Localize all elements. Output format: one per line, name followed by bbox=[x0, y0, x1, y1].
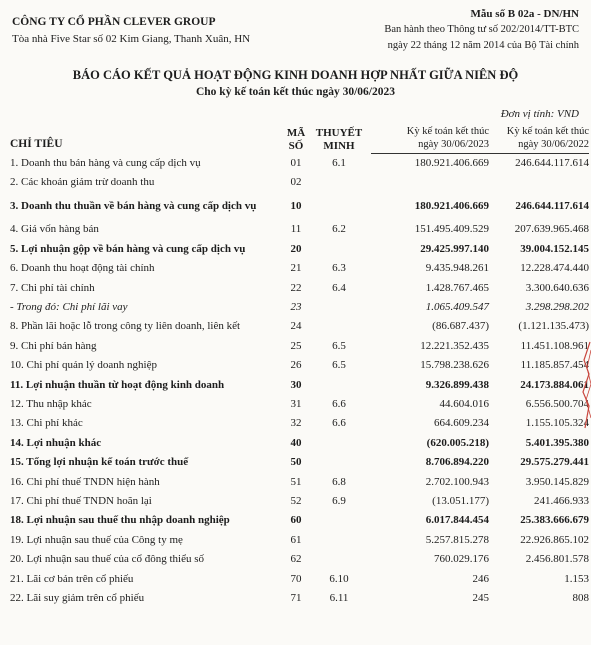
row-item-name: 16. Chi phí thuế TNDN hiện hành bbox=[10, 475, 160, 488]
row-item-name: 17. Chi phí thuế TNDN hoãn lại bbox=[10, 494, 152, 507]
table-row bbox=[10, 375, 589, 394]
row-item-name: 3. Doanh thu thuần về bán hàng và cung cấp dịch vụ bbox=[10, 199, 257, 212]
row-code: 52 bbox=[290, 494, 302, 507]
column-header-prior-period bbox=[489, 121, 589, 153]
table-row bbox=[10, 220, 589, 239]
row-prior-value: 6.556.500.704 bbox=[525, 397, 589, 410]
row-note: 6.1 bbox=[332, 156, 346, 169]
row-prior-value: 12.228.474.440 bbox=[520, 262, 589, 275]
row-item-name: 6. Doanh thu hoạt động tài chính bbox=[10, 262, 155, 275]
column-header-note-line-1: THUYẾT bbox=[315, 127, 363, 139]
table-row bbox=[10, 414, 589, 433]
row-note: 6.4 bbox=[332, 281, 346, 294]
table-row bbox=[10, 192, 589, 220]
form-header bbox=[384, 6, 579, 54]
row-current-value: 180.921.406.669 bbox=[414, 156, 489, 169]
row-prior-value: 1.155.105.324 bbox=[525, 417, 589, 430]
row-item-name: - Trong đó: Chi phí lãi vay bbox=[10, 301, 128, 314]
row-code: 62 bbox=[290, 553, 302, 566]
row-note: 6.8 bbox=[332, 475, 346, 488]
table-row bbox=[10, 278, 589, 297]
row-note: 6.9 bbox=[332, 494, 346, 507]
table-row bbox=[10, 549, 589, 568]
row-current-value: 8.706.894.220 bbox=[425, 456, 489, 469]
table-row bbox=[10, 172, 589, 191]
row-code: 26 bbox=[290, 359, 302, 372]
table-header-row bbox=[10, 121, 589, 153]
row-current-value: 44.604.016 bbox=[439, 397, 489, 410]
row-prior-value: 246.644.117.614 bbox=[515, 156, 589, 169]
row-code: 71 bbox=[290, 591, 302, 604]
row-code: 10 bbox=[290, 199, 302, 212]
company-name: CÔNG TY CỔ PHẦN CLEVER GROUP bbox=[12, 16, 216, 28]
row-note bbox=[307, 192, 371, 220]
row-prior-value: 39.004.152.145 bbox=[520, 242, 589, 255]
column-header-code bbox=[285, 121, 307, 153]
table-row bbox=[10, 491, 589, 510]
row-current-value bbox=[371, 172, 489, 191]
row-note bbox=[307, 433, 371, 452]
row-current-value: 15.798.238.626 bbox=[420, 359, 489, 372]
stamp-mark bbox=[583, 342, 590, 428]
form-code: Mẫu số B 02a - DN/HN bbox=[470, 8, 579, 20]
row-current-value: 9.435.948.261 bbox=[425, 262, 489, 275]
form-issued-line-2: ngày 22 tháng 12 năm 2014 của Bộ Tài chính bbox=[387, 40, 579, 51]
row-note: 6.11 bbox=[329, 591, 349, 604]
report-subtitle: Cho kỳ kế toán kết thúc ngày 30/06/2023 bbox=[195, 86, 396, 98]
row-item-name: 1. Doanh thu bán hàng và cung cấp dịch vụ bbox=[10, 156, 201, 169]
row-item-name: 21. Lãi cơ bản trên cổ phiếu bbox=[10, 572, 134, 585]
row-code: 60 bbox=[290, 514, 302, 527]
table-row bbox=[10, 588, 589, 607]
row-item-name: 15. Tổng lợi nhuận kế toán trước thuế bbox=[10, 456, 189, 469]
row-current-value: 245 bbox=[472, 591, 489, 604]
column-header-current-line-2: ngày 30/06/2023 bbox=[418, 138, 489, 150]
row-current-value: (13.051.177) bbox=[432, 494, 489, 507]
row-note bbox=[307, 452, 371, 471]
row-note: 6.2 bbox=[332, 223, 346, 236]
row-current-value: 2.702.100.943 bbox=[425, 475, 489, 488]
row-code: 21 bbox=[290, 262, 302, 275]
row-item-name: 20. Lợi nhuận sau thuế của cổ đông thiểu số bbox=[10, 553, 204, 566]
row-prior-value: 5.401.395.380 bbox=[525, 436, 589, 449]
row-note bbox=[307, 172, 371, 191]
table-row bbox=[10, 239, 589, 258]
row-item-name: 12. Thu nhập khác bbox=[10, 397, 92, 410]
row-note bbox=[307, 375, 371, 394]
row-item-name: 4. Giá vốn hàng bán bbox=[10, 223, 99, 236]
row-code: 02 bbox=[290, 176, 302, 189]
column-header-current-period bbox=[371, 121, 489, 153]
table-row bbox=[10, 259, 589, 278]
row-code: 31 bbox=[290, 397, 302, 410]
row-code: 32 bbox=[290, 417, 302, 430]
row-prior-value: 24.173.884.061 bbox=[520, 378, 589, 391]
table-row bbox=[10, 511, 589, 530]
row-note bbox=[307, 549, 371, 568]
row-item-name: 14. Lợi nhuận khác bbox=[10, 436, 102, 449]
row-item-name: 13. Chi phí khác bbox=[10, 417, 83, 430]
column-header-prior-line-1: Kỳ kế toán kết thúc bbox=[506, 125, 589, 137]
column-header-code-line-1: MÃ bbox=[286, 127, 306, 139]
company-header bbox=[12, 14, 250, 48]
row-item-name: 18. Lợi nhuận sau thuế thu nhập doanh nghiệp bbox=[10, 514, 230, 527]
report-title: BÁO CÁO KẾT QUẢ HOẠT ĐỘNG KINH DOANH HỢP NHẤT GIỮA NIÊN ĐỘ bbox=[72, 68, 519, 82]
row-note: 6.6 bbox=[332, 397, 346, 410]
row-current-value: 664.609.234 bbox=[434, 417, 489, 430]
table-row bbox=[10, 297, 589, 316]
row-note: 6.10 bbox=[329, 572, 349, 585]
table-row bbox=[10, 433, 589, 452]
row-code: 11 bbox=[290, 223, 302, 236]
row-current-value: 12.221.352.435 bbox=[420, 339, 489, 352]
row-current-value: 151.495.409.529 bbox=[414, 223, 489, 236]
row-code: 01 bbox=[290, 156, 302, 169]
row-current-value: (620.005.218) bbox=[426, 436, 489, 449]
stamp-mark-2 bbox=[586, 350, 591, 418]
table-row bbox=[10, 472, 589, 491]
table-row bbox=[10, 356, 589, 375]
row-prior-value: 29.575.279.441 bbox=[520, 456, 589, 469]
row-code: 20 bbox=[290, 242, 302, 255]
row-current-value: 6.017.844.454 bbox=[425, 514, 489, 527]
row-note bbox=[307, 530, 371, 549]
column-header-code-line-2: SỐ bbox=[288, 140, 304, 152]
row-note: 6.6 bbox=[332, 417, 346, 430]
row-prior-value: 11.185.857.454 bbox=[520, 359, 589, 372]
row-prior-value: 241.466.933 bbox=[534, 494, 589, 507]
table-row bbox=[10, 569, 589, 588]
row-code: 50 bbox=[290, 456, 302, 469]
row-current-value: 9.326.899.438 bbox=[425, 378, 489, 391]
row-prior-value: 11.451.108.961 bbox=[520, 339, 589, 352]
row-item-name: 9. Chi phí bán hàng bbox=[10, 339, 97, 352]
row-note: 6.3 bbox=[332, 262, 346, 275]
red-stamp-edge bbox=[581, 340, 591, 430]
row-item-name: 22. Lãi suy giảm trên cổ phiếu bbox=[10, 591, 145, 604]
row-prior-value: 25.383.666.679 bbox=[520, 514, 589, 527]
row-current-value: 5.257.815.278 bbox=[425, 533, 489, 546]
table-row bbox=[10, 153, 589, 172]
row-item-name: 5. Lợi nhuận gộp về bán hàng và cung cấp dịch vụ bbox=[10, 242, 246, 255]
row-prior-value: 3.298.298.202 bbox=[525, 301, 589, 314]
row-code: 70 bbox=[290, 572, 302, 585]
column-header-item: CHỈ TIÊU bbox=[10, 138, 63, 150]
row-note bbox=[307, 297, 371, 316]
row-current-value: 29.425.997.140 bbox=[420, 242, 489, 255]
row-prior-value bbox=[489, 172, 589, 191]
table-row bbox=[10, 452, 589, 471]
row-prior-value: 3.950.145.829 bbox=[525, 475, 589, 488]
row-code: 30 bbox=[290, 378, 302, 391]
row-note: 6.5 bbox=[332, 339, 346, 352]
currency-unit: Đơn vị tính: VND bbox=[500, 108, 579, 120]
row-prior-value: 2.456.801.578 bbox=[525, 553, 589, 566]
row-item-name: 10. Chi phí quản lý doanh nghiệp bbox=[10, 359, 157, 372]
table-row bbox=[10, 530, 589, 549]
income-statement-table bbox=[10, 121, 589, 608]
row-code: 22 bbox=[290, 281, 302, 294]
table-row bbox=[10, 394, 589, 413]
row-prior-value: 207.639.965.468 bbox=[514, 223, 589, 236]
row-code: 25 bbox=[290, 339, 302, 352]
row-current-value: 180.921.406.669 bbox=[414, 199, 489, 212]
row-code: 40 bbox=[290, 436, 302, 449]
row-prior-value: 3.300.640.636 bbox=[525, 281, 589, 294]
row-code: 23 bbox=[290, 301, 302, 314]
row-current-value: 246 bbox=[472, 572, 489, 585]
row-prior-value: 22.926.865.102 bbox=[520, 533, 589, 546]
column-header-note-line-2: MINH bbox=[323, 140, 355, 152]
row-code: 24 bbox=[290, 320, 302, 333]
row-current-value: 760.029.176 bbox=[434, 553, 489, 566]
row-current-value: 1.428.767.465 bbox=[425, 281, 489, 294]
row-prior-value: 246.644.117.614 bbox=[515, 199, 589, 212]
column-header-note bbox=[307, 121, 371, 153]
row-note: 6.5 bbox=[332, 359, 346, 372]
row-current-value: 1.065.409.547 bbox=[425, 301, 489, 314]
company-address: Tòa nhà Five Star số 02 Kim Giang, Thanh Xuân, HN bbox=[12, 33, 251, 45]
row-code: 61 bbox=[290, 533, 302, 546]
column-header-current-line-1: Kỳ kế toán kết thúc bbox=[406, 125, 489, 137]
row-prior-value: 1.153 bbox=[564, 572, 589, 585]
table-row bbox=[10, 317, 589, 336]
row-current-value: (86.687.437) bbox=[432, 320, 489, 333]
row-item-name: 11. Lợi nhuận thuần từ hoạt động kinh doanh bbox=[10, 378, 225, 391]
row-prior-value: (1.121.135.473) bbox=[518, 320, 589, 333]
column-header-prior-line-2: ngày 30/06/2022 bbox=[518, 138, 589, 150]
row-code: 51 bbox=[290, 475, 302, 488]
row-note bbox=[307, 317, 371, 336]
row-item-name: 2. Các khoản giảm trừ doanh thu bbox=[10, 176, 155, 189]
table-row bbox=[10, 336, 589, 355]
row-note bbox=[307, 239, 371, 258]
row-item-name: 19. Lợi nhuận sau thuế của Công ty mẹ bbox=[10, 533, 183, 546]
row-item-name: 8. Phần lãi hoặc lỗ trong công ty liên doanh, liên kết bbox=[10, 320, 241, 333]
row-note bbox=[307, 511, 371, 530]
form-issued-line-1: Ban hành theo Thông tư số 202/2014/TT-BTC bbox=[384, 24, 579, 35]
row-item-name: 7. Chi phí tài chính bbox=[10, 281, 95, 294]
row-prior-value: 808 bbox=[572, 591, 589, 604]
